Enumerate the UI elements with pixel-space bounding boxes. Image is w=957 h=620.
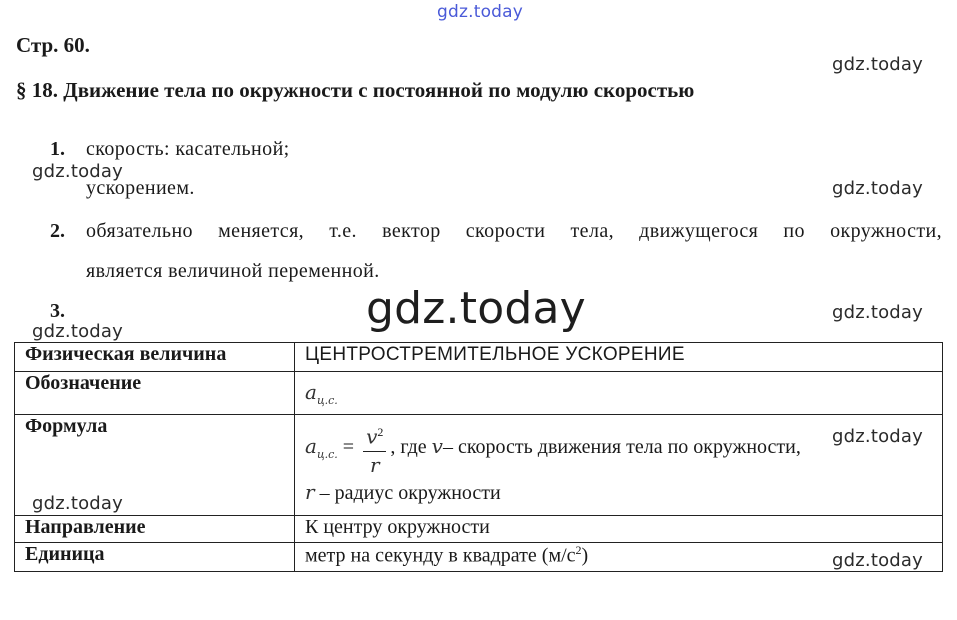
answer-number: 2. <box>50 220 65 242</box>
formula-var-r: r <box>305 479 315 504</box>
watermark-large: gdz.today <box>366 283 586 334</box>
answer-text: скорость: касательной; <box>86 138 290 160</box>
formula-comma: , <box>390 435 396 458</box>
quantity-table <box>14 342 943 572</box>
formula-text-post: – скорость движения тела по окружности, <box>442 435 801 458</box>
watermark: gdz.today <box>832 178 924 199</box>
answer-text: обязательно меняется, т.е. вектор скорости тела, движущегося по окружности, <box>86 220 942 242</box>
table-row <box>15 343 943 372</box>
page-title: Стр. 60. <box>16 33 90 57</box>
row-label: Направление <box>15 516 295 543</box>
row-label: Обозначение <box>15 372 295 415</box>
watermark: gdz.today <box>32 161 124 182</box>
numerator: v <box>366 424 378 449</box>
section-title: § 18. Движение тела по окружности с постоянной по модулю скоростью <box>16 78 695 102</box>
watermark: gdz.today <box>32 321 124 342</box>
row-label: Единица <box>15 543 295 572</box>
numerator-exponent: 2 <box>377 425 384 439</box>
row-label: Физическая величина <box>15 343 295 372</box>
watermark: gdz.today <box>832 426 924 447</box>
table-row <box>15 543 943 572</box>
formula-text-radius: – радиус окружности <box>319 481 501 504</box>
unit-exponent: 2 <box>575 543 582 557</box>
formula-var-v: v <box>431 433 443 458</box>
answer-text: ускорением. <box>86 177 195 199</box>
row-label: Формула <box>15 415 295 516</box>
watermark: gdz.today <box>832 550 924 571</box>
watermark: gdz.today <box>32 493 124 514</box>
row-value <box>295 343 943 372</box>
denominator: r <box>369 452 380 477</box>
unit-close: ) <box>581 544 589 567</box>
row-value: К центру окружности <box>295 516 943 543</box>
formula-symbol: a <box>305 433 317 458</box>
fraction <box>363 419 386 478</box>
unit-text: метр на секунду в квадрате (м/с <box>305 544 576 567</box>
answer-number: 1. <box>50 138 65 160</box>
answer-text: является величиной переменной. <box>86 260 380 282</box>
table-row <box>15 415 943 516</box>
table-row <box>15 372 943 415</box>
watermark-top: gdz.today <box>437 2 524 22</box>
formula-subscript: ц.с. <box>316 447 338 461</box>
table-row <box>15 516 943 543</box>
formula-text-pre: где <box>400 435 427 458</box>
symbol-subscript: ц.с. <box>316 394 338 407</box>
watermark: gdz.today <box>832 302 924 323</box>
row-value <box>295 372 943 415</box>
symbol: a <box>305 380 317 404</box>
equals-sign: = <box>342 435 355 458</box>
quantity-name: ЦЕНТРОСТРЕМИТЕЛЬНОЕ УСКОРЕНИЕ <box>305 344 685 365</box>
watermark: gdz.today <box>832 54 924 75</box>
answer-number: 3. <box>50 300 65 322</box>
